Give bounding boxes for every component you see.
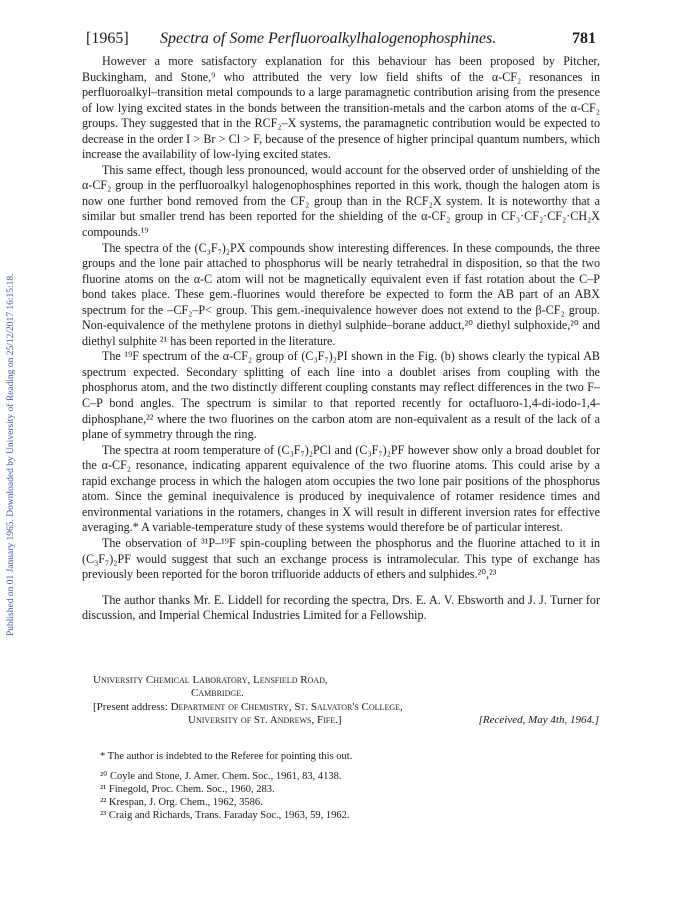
reference-number: ²¹ [100,784,107,795]
reference-item [100,770,600,783]
paragraph: This same effect, though less pronounced, would account for the observed order of unshielding of the α-CF₂ group in the perfluoroalkyl halogenophosphines reported in this work, though the halogen atom is now one further bond removed from the CF₂ group than in the RCF₂X system. It is noteworthy that a similar but smaller trend has been reported for the shielding of the α-CF₂ group in CF₃·CF₂·CF₂·CH₂X compounds.¹⁹ [82,162,600,240]
author-address [93,674,599,727]
paragraph: The spectra of the (C₃F₇)₂PX compounds show interesting differences. In these compounds, the three groups and the lone pair attached to phosphorus will be nearly tetrahedral in disposition, so that the two fluorine atoms on the α-C atom will not be magnetically equivalent even if fast rotation about the C–P bond takes place. These gem.-fluorines would therefore be expected to form the AB part of an ABX spectrum for the –CF₂–P< group. This gem.-inequivalence however does not extend to the β-CF₂ group. Non-equivalence of the methylene protons in diethyl sulphide–borane adduct,²⁰ diethyl sulphoxide,²⁰ and diethyl sulphite ²¹ has been reported in the literature. [82,240,600,348]
footnote-star: * The author is indebted to the Referee for pointing this out. [100,751,353,762]
paragraph: The observation of ³¹P–¹⁹F spin-coupling between the phosphorus and the fluorine attached to it in (C₃F₇)₂PF would suggest that such an exchange process is intramolecular. This type of exchange has previously been reported for the boron trifluoride adducts of ethers and sulphides.²⁰,²³ [82,535,600,582]
running-header [86,30,596,52]
paragraph: The ¹⁹F spectrum of the α-CF₂ group of (C₃F₇)₂PI shown in the Fig. (b) shows clearly the typical AB spectrum expected. Secondary splitting of each line into a doublet arises from coupling with the phosphorus atom, and the two distinctly different coupling constants may reflect differences in the two F–C–P bond angles. The spectrum is similar to that reported recently for octafluoro-1,4-di-iodo-1,4-diphosphane,²² where the two fluorines on the carbon atom are non-equivalent as a result of the lack of a plane of symmetry through the ring. [82,349,600,442]
address-line: Cambridge. [191,687,244,700]
article-body [82,54,600,624]
reference-text: Coyle and Stone, J. Amer. Chem. Soc., 1961, 83, 4138. [109,771,342,782]
reference-item [100,796,600,809]
received-date: [Received, May 4th, 1964.] [478,713,599,726]
reference-text: Finegold, Proc. Chem. Soc., 1960, 283. [108,784,275,795]
page-number: 781 [572,30,596,47]
reference-text: Craig and Richards, Trans. Faraday Soc., 1963, 59, 1962. [108,810,350,821]
address-line: University of St. Andrews, Fife.] [188,713,342,726]
reference-text: Krespan, J. Org. Chem., 1962, 3586. [108,797,263,808]
address-line: University Chemical Laboratory, Lensfield Road, [93,674,328,686]
reference-item [100,809,600,822]
paragraph: The spectra at room temperature of (C₃F₇)₂PCl and (C₃F₇)₂PF however show only a broad doublet for the α-CF₂ resonance, indicating apparent equivalence of the two fluorine atoms. This could arise by a rapid exchange process in which the halogen atom occupies the two lone pair positions of the phosphorus atom. Since the geminal inequivalence is produced by inequivalence of rotamer residence times and environmental variations in the rotamers, changes in X will result in different inversion rates for effective averaging.* A variable-temperature study of these systems would therefore be of particular interest. [82,442,600,535]
reference-item [100,783,600,796]
footnotes [100,750,600,822]
reference-number: ²³ [100,810,107,821]
download-stamp-text: Published on 01 January 1965. Downloaded by University of Reading on 25/12/2017 16:15:18. [6,273,16,636]
download-stamp [4,80,18,640]
acknowledgement: The author thanks Mr. E. Liddell for recording the spectra, Drs. E. A. V. Ebsworth and J. J. Turner for discussion, and Imperial Chemical Industries Limited for a Fellowship. [82,592,600,623]
header-year: [1965] [86,30,129,47]
paragraph: However a more satisfactory explanation for this behaviour has been proposed by Pitcher, Buckingham, and Stone,⁹ who attributed the very low field shifts of the α-CF₂ resonances in perfluoroalkyl–transition metal compounds to a large paramagnetic contribution arising from the presence of low lying excited states in the bonds between the transition-metals and the carbon atoms of the α-CF₂ groups. They suggested that in the RCF₂–X systems, the paramagnetic contribution would be expected to decrease in the order I > Br > Cl > F, because of the presence of higher principal quantum numbers, which increase the availability of low-lying excited states. [82,54,600,162]
address-line: Department of Chemistry, St. Salvator's College, [170,700,403,713]
present-address-label: [Present address: [93,700,168,713]
reference-number: ²⁰ [100,771,108,782]
header-title: Spectra of Some Perfluoroalkylhalogenophosphines. [160,30,497,47]
reference-number: ²² [100,797,107,808]
